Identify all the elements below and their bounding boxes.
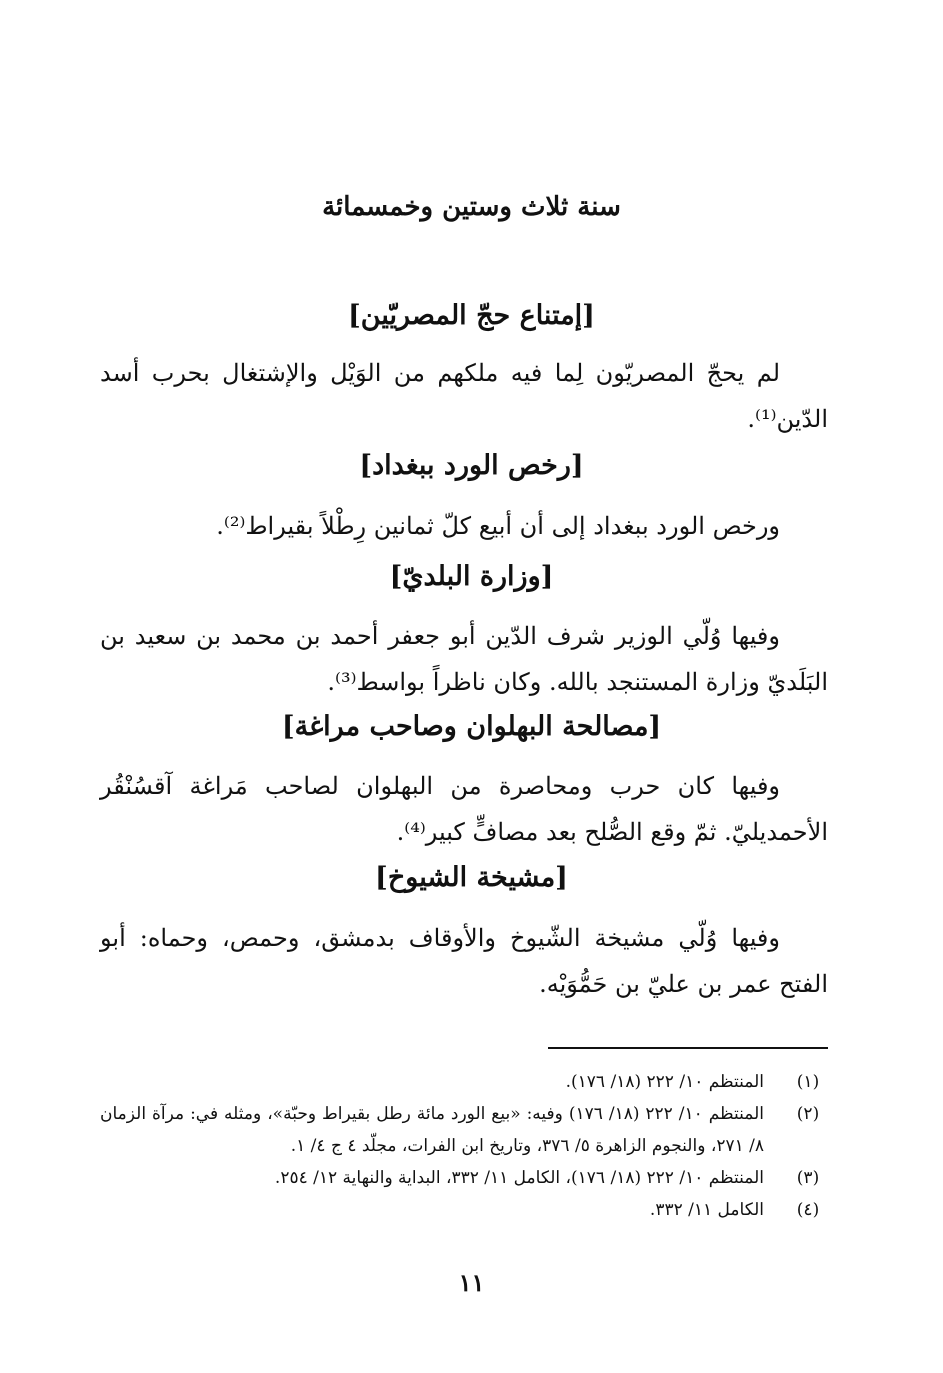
footnotes-list	[100, 1066, 828, 1226]
section-3-line-1: وفيها وُلّي الوزير شرف الدّين أبو جعفر أحمد بن محمد بن سعيد بن	[100, 622, 780, 650]
footnote-1-number: (١)	[796, 1072, 820, 1092]
section-body-5	[100, 915, 828, 1007]
page-heading: سنة ثلاث وستين وخمسمائة	[322, 192, 621, 222]
section-body-3	[100, 613, 828, 705]
section-title-1: [إمتناع حجّ المصريّين]	[348, 300, 595, 331]
footnote-1	[100, 1066, 828, 1098]
section-4-line-1: وفيها كان حرب ومحاصرة من البهلوان لصاحب مَراغة آقسُنْقُر	[100, 772, 780, 800]
section-title-4: [مصالحة البهلوان وصاحب مراغة]	[281, 711, 662, 742]
footnote-2-number: (٢)	[796, 1104, 820, 1124]
section-3-line-2: البَلَديّ وزارة المستنجد بالله. وكان ناظراً بواسط⁽³⁾.	[327, 668, 828, 696]
section-4-line-2: الأحمديليّ. ثمّ وقع الصُّلح بعد مصافٍّ كبير⁽⁴⁾.	[396, 818, 828, 846]
footnote-2	[100, 1098, 828, 1162]
section-1-line-2: الدّين⁽¹⁾.	[747, 405, 828, 433]
section-body-4	[100, 763, 828, 855]
footnote-3-text: المنتظم ١٠/ ٢٢٢ (١٨/ ١٧٦)، الكامل ١١/ ٣٣٢، البداية والنهاية ١٢/ ٢٥٤.	[274, 1168, 764, 1188]
section-body-2	[100, 503, 828, 549]
section-1-line-1: لم يحجّ المصريّون لِما فيه ملكهم من الوَيْل والإشتغال بحرب أسد	[100, 359, 780, 387]
footnote-2-text: المنتظم ١٠/ ٢٢٢ (١٨/ ١٧٦) وفيه: «بيع الورد مائة رطل بقيراط وحبّة»، ومثله في: مرآة الزمان ٨/ ٢٧١، والنجوم الزاهرة ٥/ ٣٧٦، وتاريخ ابن الفرات، مجلّد ٤ ج ٤/ ١.	[100, 1104, 764, 1156]
section-title-2: [رخص الورد ببغداد]	[359, 450, 584, 481]
footnote-4-text: الكامل ١١/ ٣٣٢.	[649, 1200, 764, 1220]
page-number: ١١	[458, 1268, 485, 1297]
footnote-4	[100, 1194, 828, 1226]
section-5-line-1: وفيها وُلّي مشيخة الشّيوخ والأوقاف بدمشق، وحمص، وحماه: أبو	[100, 924, 780, 952]
footnote-separator	[548, 1047, 828, 1049]
section-body-1	[100, 350, 828, 442]
footnote-3	[100, 1162, 828, 1194]
footnote-3-number: (٣)	[796, 1168, 820, 1188]
section-title-3: [وزارة البلديّ]	[389, 561, 554, 592]
section-2-line-1: ورخص الورد ببغداد إلى أن أبيع كلّ ثمانين رِطْلاً بقيراط⁽²⁾.	[216, 512, 780, 540]
section-title-5: [مشيخة الشيوخ]	[375, 862, 568, 893]
footnote-4-number: (٤)	[796, 1200, 820, 1220]
section-5-line-2: الفتح عمر بن عليّ بن حَمُّوَيْه.	[539, 970, 828, 998]
footnote-1-text: المنتظم ١٠/ ٢٢٢ (١٨/ ١٧٦).	[565, 1072, 764, 1092]
